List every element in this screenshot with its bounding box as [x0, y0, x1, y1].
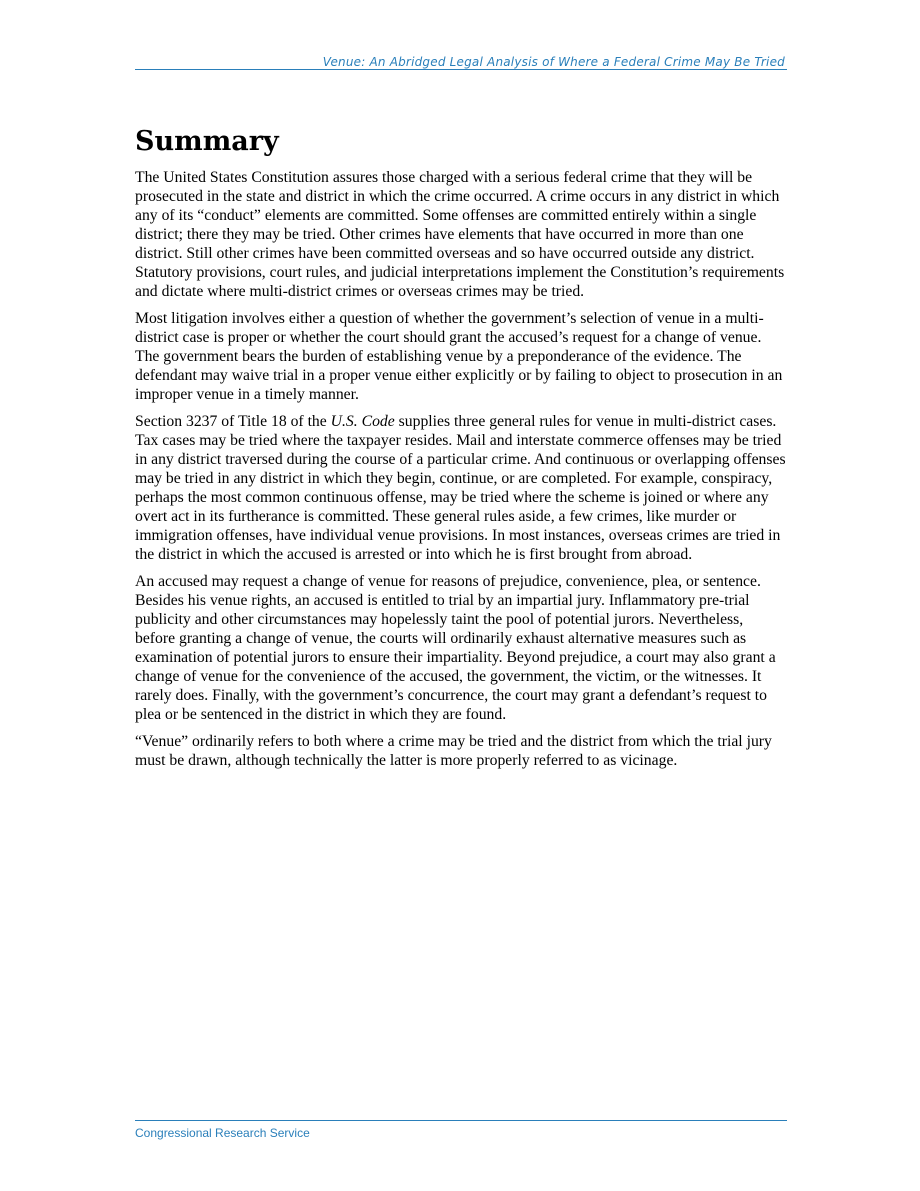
summary-paragraph-3 [135, 412, 787, 564]
running-header [135, 53, 787, 70]
summary-section [135, 124, 787, 778]
paragraph-3-lead: Section 3237 of Title 18 of the [135, 413, 331, 430]
running-header-title: Venue: An Abridged Legal Analysis of Where a Federal Crime May Be Tried [322, 55, 785, 69]
page-footer [135, 1120, 787, 1142]
summary-paragraph-4: An accused may request a change of venue for reasons of prejudice, convenience, plea, or sentence. Besides his venue rights, an accused is entitled to trial by an impartial jury. Inflammatory pre-trial publicity and other circumstances may hopelessly taint the pool of potential jurors. Nevertheless, before granting a change of venue, the courts will ordinarily exhaust alternative measures such as examination of potential jurors to ensure their impartiality. Beyond prejudice, a court may also grant a change of venue for the convenience of the accused, the government, the victim, or the witnesses. It rarely does. Finally, with the government’s concurrence, the court may grant a defendant’s request to plea or be sentenced in the district in which they are found. [135, 573, 776, 723]
page-title: Summary [135, 126, 279, 157]
summary-paragraph-1: The United States Constitution assures those charged with a serious federal crime that they will be prosecuted in the state and district in which the crime occurred. A crime occurs in any district in which any of its “conduct” elements are committed. Some offenses are committed entirely within a single district; there they may be tried. Other crimes have elements that have occurred in more than one district. Still other crimes have been committed overseas and so have occurred outside any district. Statutory provisions, court rules, and judicial interpretations implement the Constitution’s requirements and dictate where multi-district crimes or overseas crimes may be tried. [135, 169, 785, 300]
paragraph-3-body: supplies three general rules for venue in multi-district cases. Tax cases may be tried where the taxpayer resides. Mail and interstate commerce offenses may be tried in any district traversed during the course of a particular crime. And continuous or overlapping offenses may be tried in any district in which they begin, continue, or are completed. For example, conspiracy, perhaps the most common continuous offense, may be tried where the scheme is joined or where any overt act in its furtherance is committed. These general rules aside, a few crimes, like murder or immigration offenses, have individual venue provisions. In most instances, overseas crimes are tried in the district in which the accused is arrested or into which he is first brought from abroad. [135, 413, 786, 563]
summary-paragraph-2: Most litigation involves either a question of whether the government’s selection of venue in a multi-district case is proper or whether the court should grant the accused’s request for a change of venue. The government bears the burden of establishing venue by a preponderance of the evidence. The defendant may waive trial in a proper venue either explicitly or by failing to object to prosecution in an improper venue in a timely manner. [135, 310, 783, 403]
footer-publisher: Congressional Research Service [135, 1126, 310, 1140]
summary-paragraph-5: “Venue” ordinarily refers to both where a crime may be tried and the district from which the trial jury must be drawn, although technically the latter is more properly referred to as vicinage. [135, 733, 772, 769]
us-code-citation: U.S. Code [330, 413, 395, 430]
